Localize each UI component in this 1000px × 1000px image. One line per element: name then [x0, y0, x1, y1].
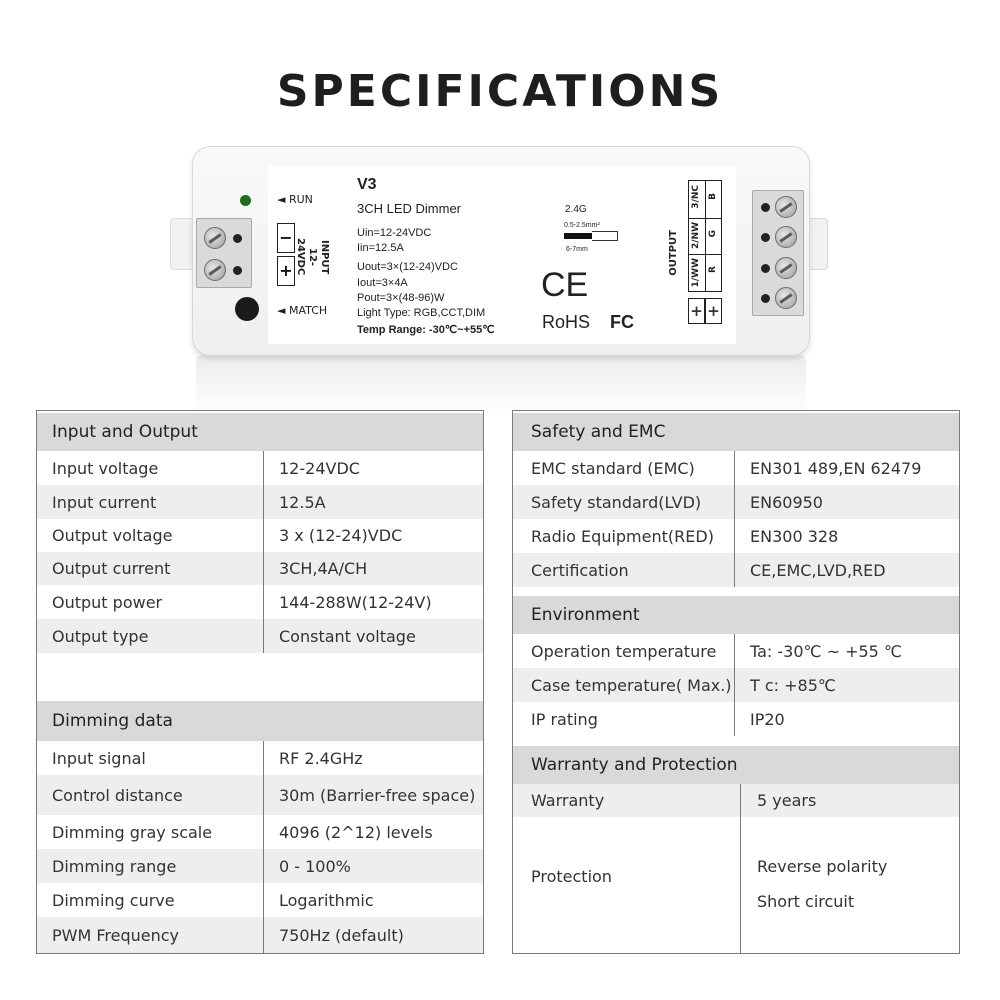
row-label: Dimming gray scale: [52, 822, 213, 842]
output-channel-label: 2/NW: [691, 222, 701, 250]
spec-table-left: [36, 410, 484, 954]
match-label: ◄ MATCH: [277, 304, 328, 317]
output-color-label: B: [708, 193, 718, 200]
wire-insulation-icon: [592, 231, 618, 241]
screw-icon: [775, 196, 797, 218]
table-row: [513, 784, 959, 817]
table-row: [513, 519, 959, 553]
output-color-label: G: [708, 230, 718, 238]
row-label: IP rating: [531, 709, 598, 729]
row-label: PWM Frequency: [52, 925, 180, 945]
output-channel-grid: [688, 180, 722, 292]
output-terminal-block: [752, 190, 804, 316]
table-row: [37, 917, 483, 953]
screw-icon: [775, 287, 797, 309]
row-value: 3CH,4A/CH: [279, 559, 368, 578]
table-row: [37, 485, 483, 519]
row-value: IP20: [750, 709, 785, 729]
wire-strip-label: 6-7mm: [566, 246, 588, 253]
row-label: Input current: [52, 492, 157, 512]
row-label: Case temperature( Max.): [531, 675, 732, 695]
product-label: [268, 166, 736, 344]
table-row: [37, 849, 483, 883]
output-channel-label: 3/NC: [691, 185, 701, 209]
table-row: [37, 519, 483, 552]
label-spec-line: Light Type: RGB,CCT,DIM: [357, 307, 486, 319]
table-row: [37, 451, 483, 485]
table-row: [513, 634, 959, 668]
row-value: 30m (Barrier-free space): [279, 785, 476, 805]
section-header: Safety and EMC: [513, 413, 959, 451]
row-label: Radio Equipment(RED): [531, 526, 714, 546]
wire-icon: [564, 233, 592, 239]
row-label: Protection: [531, 867, 612, 886]
spec-table-right: [512, 410, 960, 954]
terminal-hole-icon: [761, 264, 770, 273]
row-value: 750Hz (default): [279, 925, 404, 945]
terminal-hole-icon: [761, 294, 770, 303]
row-value: EN60950: [750, 492, 823, 512]
fc-mark-icon: FC: [610, 312, 634, 332]
input-voltage-label: INPUT 12-24VDC: [295, 238, 330, 276]
label-spec-line: Uout=3×(12-24)VDC: [357, 261, 458, 273]
row-label: Input signal: [52, 748, 146, 768]
row-value: RF 2.4GHz: [279, 748, 363, 768]
label-spec-line: Pout=3×(48-96)W: [357, 292, 445, 304]
run-indicator-label: ◄ RUN: [277, 193, 313, 206]
table-row: [513, 817, 959, 953]
label-spec-line: Iin=12.5A: [357, 242, 404, 254]
row-value: 5 years: [757, 791, 817, 810]
row-value: 12.5A: [279, 492, 326, 512]
terminal-hole-icon: [761, 233, 770, 242]
row-value: 144-288W(12-24V): [279, 592, 432, 612]
input-minus-mark: −: [277, 223, 295, 253]
table-row: [513, 553, 959, 587]
row-value: Short circuit: [757, 892, 855, 911]
section-header: Warranty and Protection: [513, 746, 959, 784]
rf-label: 2.4G: [565, 204, 587, 215]
page-title: SPECIFICATIONS: [276, 66, 724, 117]
screw-icon: [775, 257, 797, 279]
row-label: Dimming curve: [52, 890, 175, 910]
label-spec-line: Temp Range: -30℃~+55℃: [357, 324, 495, 336]
table-row: [37, 552, 483, 585]
row-value: 0 - 100%: [279, 856, 351, 876]
table-row: [37, 741, 483, 775]
model-name: V3: [357, 176, 377, 193]
table-row: [513, 451, 959, 485]
table-row: [513, 485, 959, 519]
screw-icon: [204, 259, 226, 281]
input-terminal-block: [196, 218, 252, 288]
product-reflection: [196, 355, 806, 415]
wire-gauge-label: 0.5-2.5mm²: [564, 222, 600, 229]
row-label: EMC standard (EMC): [531, 458, 695, 478]
row-value: Logarithmic: [279, 890, 374, 910]
table-row: [513, 702, 959, 736]
row-value: CE,EMC,LVD,RED: [750, 560, 886, 580]
row-value: EN301 489,EN 62479: [750, 458, 922, 478]
section-header: Environment: [513, 596, 959, 634]
terminal-hole-icon: [233, 234, 242, 243]
output-plus-mark: +: [688, 298, 705, 324]
table-row: [37, 619, 483, 653]
table-row: [513, 668, 959, 702]
row-label: Dimming range: [52, 856, 177, 876]
table-row: [37, 775, 483, 815]
screw-icon: [775, 226, 797, 248]
section-header: Dimming data: [37, 701, 483, 741]
section-header: Input and Output: [37, 413, 483, 451]
row-label: Output type: [52, 626, 149, 646]
row-label: Safety standard(LVD): [531, 492, 702, 512]
row-label: Control distance: [52, 785, 183, 805]
table-row: [37, 585, 483, 619]
table-row: [37, 883, 483, 917]
row-label: Warranty: [531, 791, 605, 810]
ce-mark-icon: CE: [541, 266, 589, 304]
terminal-hole-icon: [233, 266, 242, 275]
row-value: 12-24VDC: [279, 458, 360, 478]
run-led-icon: [240, 195, 251, 206]
table-row: [37, 815, 483, 849]
row-value: Ta: -30℃ ~ +55 ℃: [750, 641, 902, 661]
row-label: Output current: [52, 559, 171, 578]
screw-icon: [204, 227, 226, 249]
row-label: Input voltage: [52, 458, 159, 478]
rohs-mark: RoHS: [542, 312, 591, 332]
label-spec-line: Uin=12-24VDC: [357, 227, 432, 239]
input-plus-mark: +: [277, 256, 295, 286]
row-value: 3 x (12-24)VDC: [279, 526, 403, 545]
output-plus-mark: +: [705, 298, 722, 324]
row-value: 4096 (2^12) levels: [279, 822, 433, 842]
row-label: Operation temperature: [531, 641, 717, 661]
row-label: Output power: [52, 592, 163, 612]
row-value: Constant voltage: [279, 626, 416, 646]
output-color-label: R: [708, 266, 718, 273]
row-value: Reverse polarity: [757, 857, 888, 876]
terminal-hole-icon: [761, 203, 770, 212]
output-channel-label: 1/WW: [691, 258, 701, 288]
row-value: EN300 328: [750, 526, 839, 546]
output-label: OUTPUT: [668, 230, 679, 276]
row-value: T c: +85℃: [750, 675, 836, 695]
row-label: Certification: [531, 560, 629, 580]
model-subtitle: 3CH LED Dimmer: [357, 201, 462, 216]
match-button: [235, 297, 259, 321]
row-label: Output voltage: [52, 526, 173, 545]
label-spec-line: Iout=3×4A: [357, 277, 408, 289]
